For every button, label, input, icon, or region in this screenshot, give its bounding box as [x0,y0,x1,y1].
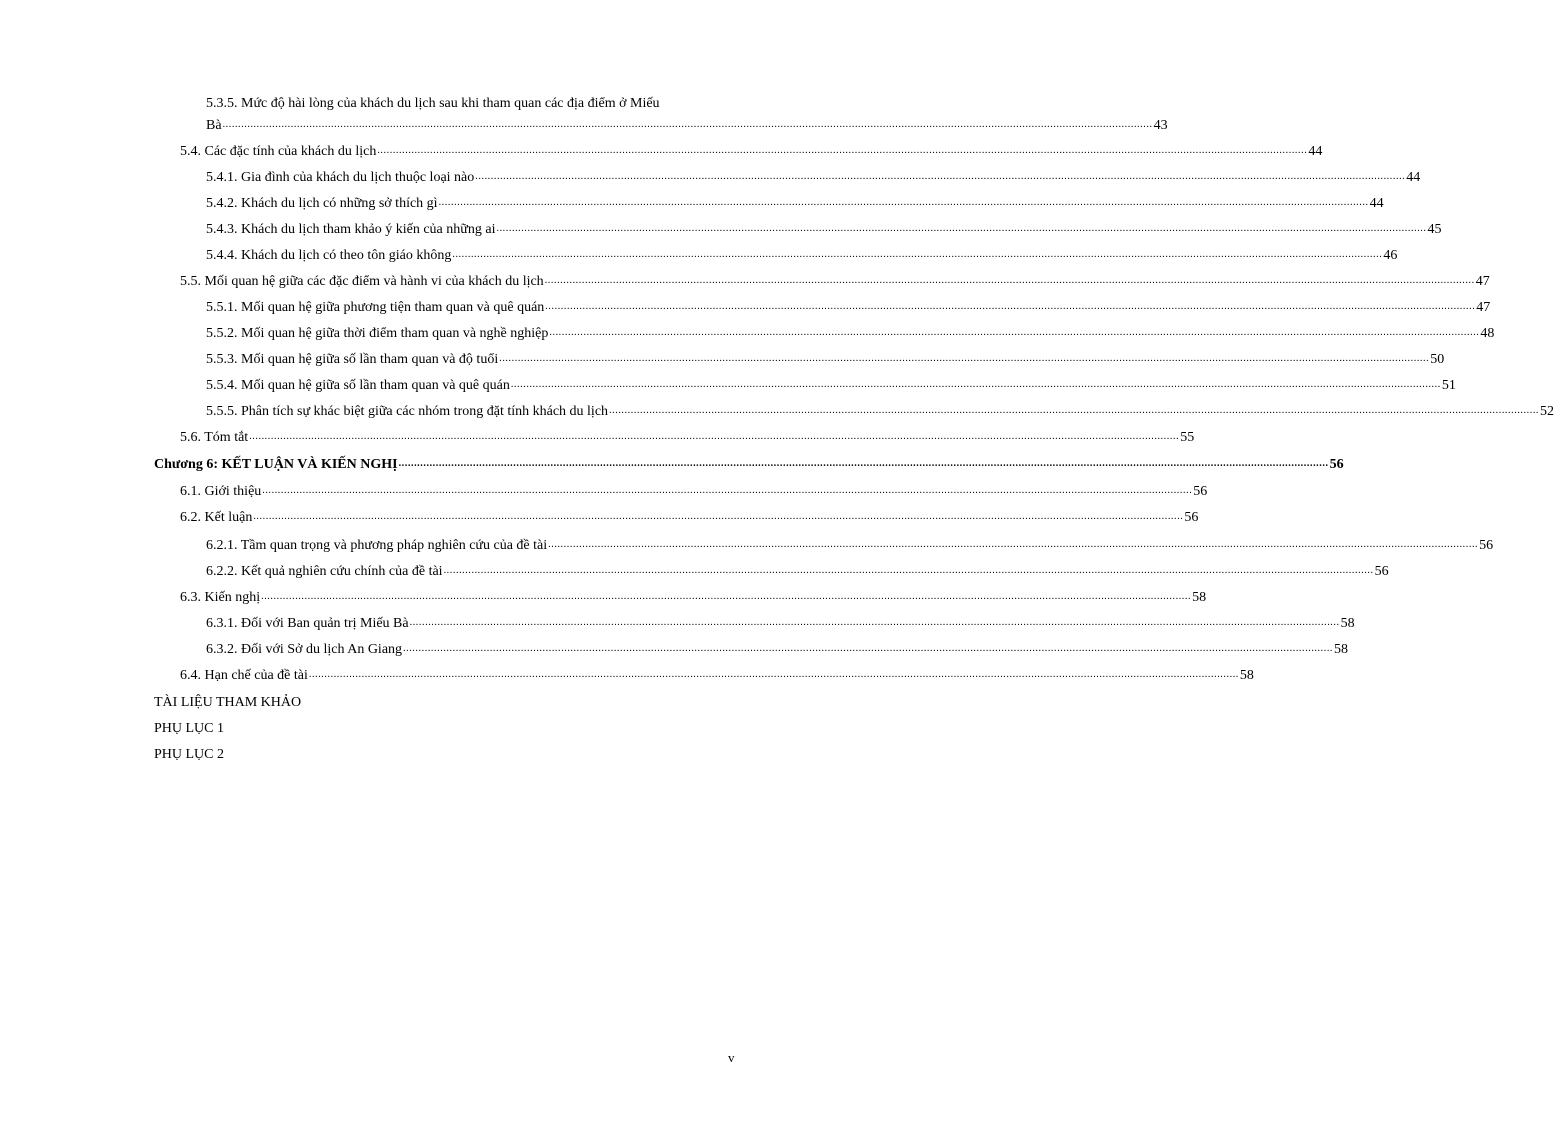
toc-entry[interactable] [206,294,1491,316]
toc-entry-page: 46 [1383,248,1398,263]
toc-entry-page: 58 [1334,642,1349,657]
toc-entry-page: 45 [1427,222,1442,237]
toc-entry-page: 43 [1153,118,1168,133]
toc-entry-page: 56 [1193,484,1208,499]
toc-entry-label: 6.2.1. Tầm quan trọng và phương pháp nghiên cứu của đề tài [206,538,548,553]
toc-entry[interactable] [206,190,1384,212]
toc-entry-label: Bà [206,118,222,133]
toc-entry[interactable] [206,164,1421,186]
toc-entry-label: 5.4. Các đặc tính của khách du lịch [180,144,377,159]
toc-entry-page: 48 [1480,326,1495,341]
toc-entry[interactable] [206,636,1349,658]
leader-dots: ............................................................................................................................................................................................................................................................................................................ [403,643,1334,654]
leader-dots: ............................................................................................................................................................................................................................................................................................................ [222,119,1153,130]
toc-entry-label: 6.1. Giới thiệu [180,484,262,499]
toc-entry-page: 44 [1406,170,1421,185]
toc-entry[interactable] [206,216,1442,238]
toc-entry-label: 5.5. Mối quan hệ giữa các đặc điểm và hành vi của khách du lịch [180,274,544,289]
toc-entry-label: 5.4.1. Gia đình của khách du lịch thuộc loại nào [206,170,475,185]
toc-appendix-2[interactable]: PHỤ LỤC 2 [154,747,225,762]
toc-entry-5-3-5-line1 [206,94,736,114]
toc-entry-page: 44 [1308,144,1323,159]
toc-entry-page: 47 [1476,300,1491,315]
toc-entry-page: 55 [1180,430,1195,445]
toc-entry[interactable] [180,584,1207,606]
leader-dots: ............................................................................................................................................................................................................................................................................................................ [261,591,1192,602]
toc-entry[interactable] [206,398,1554,420]
toc-entry-page: 52 [1540,404,1554,419]
leader-dots: ............................................................................................................................................................................................................................................................................................................ [475,171,1406,182]
leader-dots: ............................................................................................................................................................................................................................................................................................................ [398,458,1329,469]
toc-entry-label: 5.5.4. Mối quan hệ giữa số lần tham quan và quê quán [206,378,510,393]
toc-entry-label: 5.4.4. Khách du lịch có theo tôn giáo không [206,248,452,263]
toc-entry[interactable] [206,558,1389,580]
toc-entry-page: 44 [1369,196,1384,211]
toc-entry-label: 5.5.1. Mối quan hệ giữa phương tiện tham quan và quê quán [206,300,545,315]
toc-entry-label: 6.2.2. Kết quả nghiên cứu chính của đề tài [206,564,443,579]
toc-entry[interactable] [206,610,1355,632]
toc-entry-label: 5.4.2. Khách du lịch có những sở thích gì [206,196,438,211]
toc-appendix-1[interactable]: PHỤ LỤC 1 [154,721,225,736]
toc-entry-label: 5.3.5. Mức độ hài lòng của khách du lịch sau khi tham quan các địa điểm ở Miếu [206,96,660,111]
toc-entry-page: 50 [1430,352,1445,367]
page-number: v [728,1050,735,1065]
leader-dots: ............................................................................................................................................................................................................................................................................................................ [496,223,1427,234]
toc-entry[interactable] [180,424,1195,446]
toc-references[interactable]: TÀI LIỆU THAM KHẢO [154,695,302,710]
toc-entry-5-3-5-line2[interactable] [206,112,1168,134]
leader-dots: ............................................................................................................................................................................................................................................................................................................ [249,431,1180,442]
toc-entry-label: 5.6. Tóm tắt [180,430,249,445]
toc-entry-label: 5.5.5. Phân tích sự khác biệt giữa các nhóm trong đặt tính khách du lịch [206,404,609,419]
toc-entry[interactable] [180,504,1199,526]
toc-entry-label: 6.4. Hạn chế của đề tài [180,668,308,683]
leader-dots: ............................................................................................................................................................................................................................................................................................................ [548,539,1479,550]
leader-dots: ............................................................................................................................................................................................................................................................................................................ [545,301,1476,312]
leader-dots: ............................................................................................................................................................................................................................................................................................................ [262,485,1193,496]
toc-entry-label: 6.2. Kết luận [180,510,253,525]
leader-dots: ............................................................................................................................................................................................................................................................................................................ [549,327,1480,338]
toc-entry-page: 58 [1192,590,1207,605]
leader-dots: ............................................................................................................................................................................................................................................................................................................ [377,145,1308,156]
toc-entry-label: 6.3. Kiến nghị [180,590,261,605]
leader-dots: ............................................................................................................................................................................................................................................................................................................ [438,197,1369,208]
leader-dots: ............................................................................................................................................................................................................................................................................................................ [609,405,1540,416]
toc-entry[interactable] [180,268,1490,290]
toc-entry-page: 56 [1329,457,1344,472]
toc-entry-label: 6.3.2. Đối với Sở du lịch An Giang [206,642,403,657]
toc-entry-page: 58 [1239,668,1254,683]
toc-entry[interactable] [206,320,1495,342]
toc-entry-page: 56 [1374,564,1389,579]
leader-dots: ............................................................................................................................................................................................................................................................................................................ [499,353,1430,364]
toc-entry[interactable] [180,662,1254,684]
leader-dots: ............................................................................................................................................................................................................................................................................................................ [253,511,1184,522]
toc-entry-label: 5.4.3. Khách du lịch tham khảo ý kiến của những ai [206,222,496,237]
toc-entry-page: 47 [1475,274,1490,289]
toc-entry-page: 58 [1340,616,1355,631]
leader-dots: ............................................................................................................................................................................................................................................................................................................ [308,669,1239,680]
toc-entry[interactable] [206,242,1398,264]
leader-dots: ............................................................................................................................................................................................................................................................................................................ [409,617,1340,628]
leader-dots: ............................................................................................................................................................................................................................................................................................................ [452,249,1383,260]
toc-entry[interactable] [206,372,1456,394]
toc-entry-label: 5.5.3. Mối quan hệ giữa số lần tham quan và độ tuổi [206,352,499,367]
toc-entry[interactable] [206,346,1445,368]
toc-entry-page: 56 [1184,510,1199,525]
toc-entry-page: 56 [1479,538,1494,553]
toc-entry[interactable] [180,478,1208,500]
toc-entry[interactable] [206,532,1494,554]
toc-entry-page: 51 [1441,378,1456,393]
leader-dots: ............................................................................................................................................................................................................................................................................................................ [443,565,1374,576]
leader-dots: ............................................................................................................................................................................................................................................................................................................ [544,275,1475,286]
toc-chapter-6[interactable] [154,451,1344,473]
toc-entry-label: 5.5.2. Mối quan hệ giữa thời điểm tham quan và nghề nghiệp [206,326,549,341]
toc-entry-label: 6.3.1. Đối với Ban quản trị Miếu Bà [206,616,409,631]
toc-entry[interactable] [180,138,1323,160]
toc-entry-label: Chương 6: KẾT LUẬN VÀ KIẾN NGHỊ [154,457,398,472]
leader-dots: ............................................................................................................................................................................................................................................................................................................ [510,379,1441,390]
